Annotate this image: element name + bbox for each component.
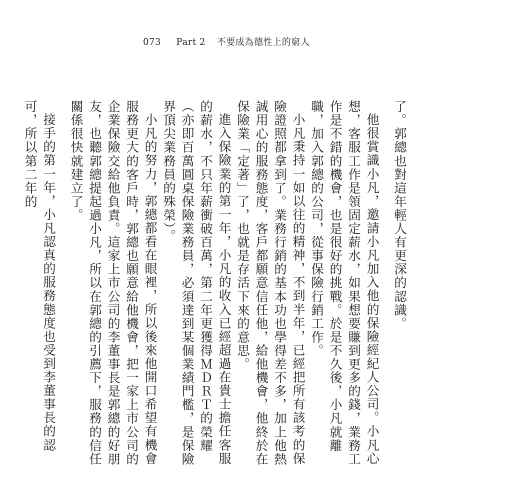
paragraph-1: 了。郭總也對這年輕人有更深的認識。 (392, 100, 407, 331)
paragraph-4: 進入保險業的第一年，小凡的收入已經超過在貴士擔任客服的薪水，不只年薪衝破百萬，第二年更獲得ＭＤＲＴ的榮耀（亦即百萬圓桌保險業務員，必須達到某個業績門檻，是保險界頂尖業務員的殊榮）。 (161, 100, 232, 466)
paragraph-2: 他很賞識小凡，邀請小凡加入他的保險經紀人公司。小凡心想，客服工作是領固定薪水，如果想要賺到更多的錢，業務工作是不錯的機會，也是很好的挑戰。於是不久後，小凡就離職，加入郭總的公司，從事保險行銷工作。 (309, 100, 380, 466)
paragraph-3: 小凡秉持一如以往的精神，不到半年，已經把所有該考的保險證照都拿到了。業務行銷的基本功也學得差不多，加上他熱誠用心的服務態度，客戶都願意信任他，給他機會，他終於在保險業「定著」了，也就是存活下來的意思。 (235, 100, 306, 466)
part-label: Part 2 (176, 38, 206, 48)
body-text (22, 100, 408, 472)
paragraph-6: 接手的第一年，小凡認真的服務態度也受到李董事長的認可，所以第二年的 (22, 100, 56, 452)
page-number: 073 (143, 38, 162, 48)
running-header (143, 35, 310, 48)
chapter-title: 不要成為德性上的窮人 (216, 38, 310, 48)
paragraph-5: 小凡的努力，郭總都看在眼裡，所以後來他開口希望有機會服務更大的客戶時，郭總也願意給他機會，把一家上市公司的企業保險交給他負責。這家上市公司的李董事長是郭總的好朋友，也聽郭總提起過小凡，所以在郭總的引薦下，服務的信任關係很快就建立了。 (68, 100, 158, 466)
